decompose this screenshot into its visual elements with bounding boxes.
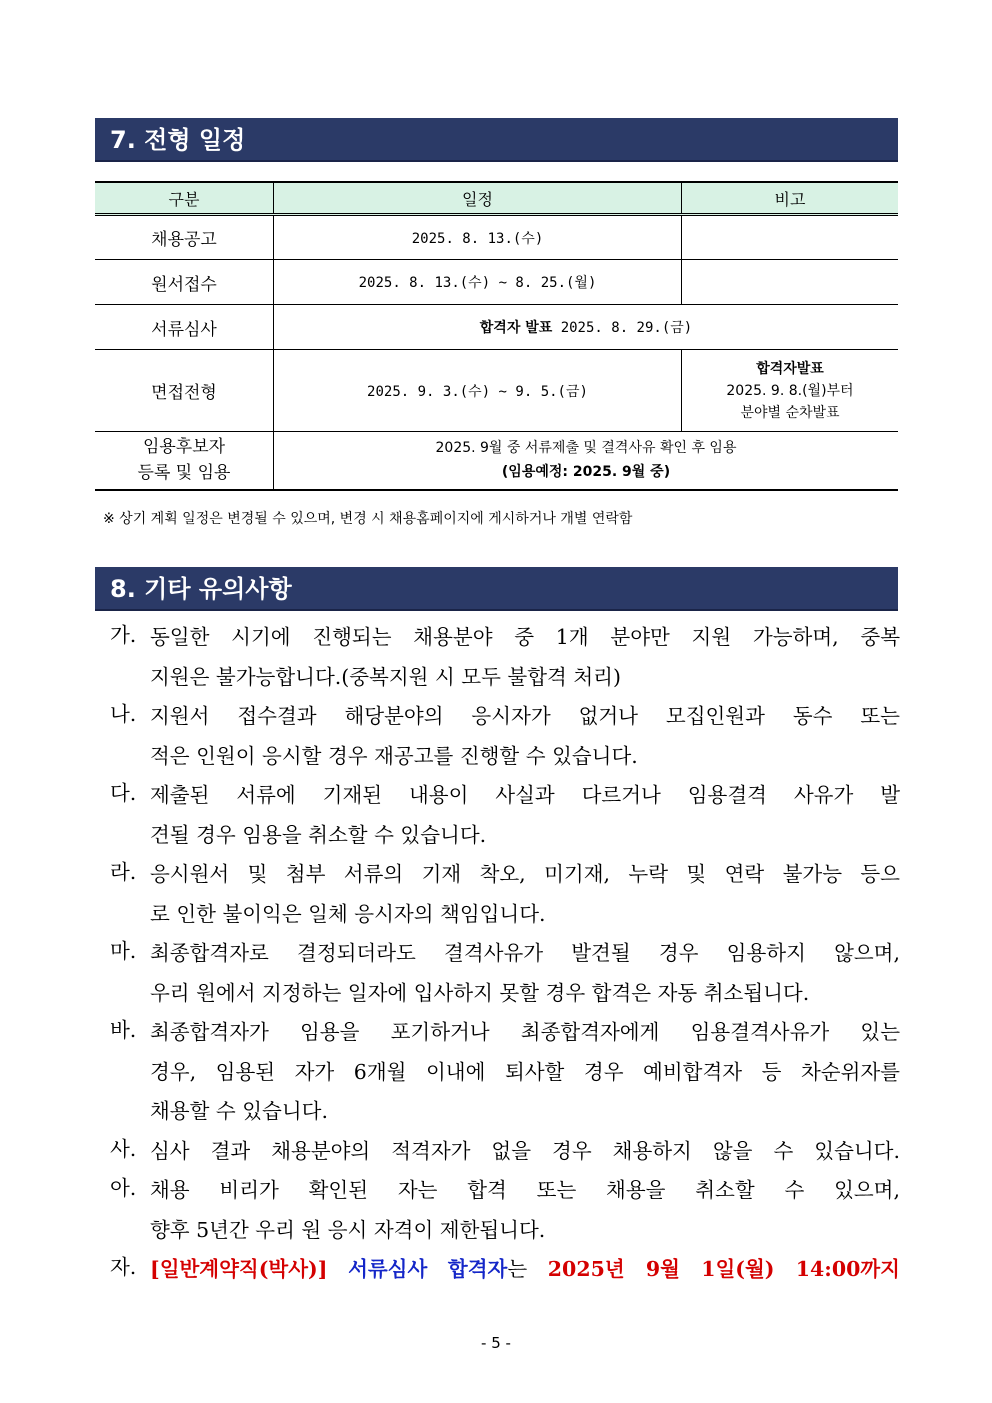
list-item xyxy=(110,776,900,855)
row-schedule: 2025. 8. 13.(수) ~ 8. 25.(월) xyxy=(274,260,682,305)
item-mark: 자. xyxy=(110,1255,137,1279)
section-7-title: 7. 전형 일정 xyxy=(110,126,246,154)
item-mark: 가. xyxy=(110,623,137,647)
item-line: 향후 5년간 우리 원 응시 자격이 제한됩니다. xyxy=(150,1217,546,1242)
list-item xyxy=(110,855,900,934)
table-row xyxy=(95,350,898,432)
row-category: 원서접수 xyxy=(95,260,274,305)
highlight-passers: 합격자 xyxy=(447,1257,508,1281)
item-line: 응시원서 및 첨부 서류의 기재 착오, 미기재, 누락 및 연락 불가능 등으 xyxy=(150,862,900,886)
list-item xyxy=(110,1171,900,1250)
row-schedule-merged xyxy=(274,305,899,350)
item-line: 우리 원에서 지정하는 일자에 입사하지 못할 경우 합격은 자동 취소됩니다. xyxy=(150,980,810,1005)
footnote: ※ 상기 계획 일정은 변경될 수 있으며, 변경 시 채용홈페이지에 게시하거나 개별 연락함 xyxy=(103,511,633,527)
row-category: 채용공고 xyxy=(95,215,274,260)
header-note: 비고 xyxy=(682,182,899,215)
item-line: 심사 결과 채용분야의 적격자가 없을 경우 채용하지 않을 수 있습니다. xyxy=(150,1138,900,1163)
notes-list xyxy=(110,618,900,1290)
item-line: 채용 비리가 확인된 자는 합격 또는 채용을 취소할 수 있으며, xyxy=(150,1178,900,1202)
item-mark: 마. xyxy=(110,939,137,963)
category-line: 등록 및 임용 xyxy=(137,463,231,484)
item-line: 경우, 임용된 자가 6개월 이내에 퇴사할 경우 예비합격자 등 차순위자를 xyxy=(150,1059,900,1084)
highlight-document-review: 서류심사 xyxy=(348,1257,428,1281)
schedule-line: (임용예정: 2025. 9월 중) xyxy=(501,464,671,481)
row-category: 면접전형 xyxy=(95,350,274,432)
section-7-header xyxy=(95,118,898,162)
result-announcement-date: 2025. 8. 29.(금) xyxy=(552,320,693,336)
note-line: 2025. 9. 8.(월)부터 xyxy=(726,382,854,399)
list-item xyxy=(110,934,900,1013)
list-item xyxy=(110,1013,900,1132)
item-mark: 나. xyxy=(110,702,137,726)
item-mark: 사. xyxy=(110,1136,137,1161)
table-header-row xyxy=(95,182,898,215)
schedule-table xyxy=(95,181,898,491)
highlight-deadline: 2025년 9월 1일(월) 14:00까지 xyxy=(547,1257,900,1281)
list-item xyxy=(110,1250,900,1290)
item-line: 견될 경우 임용을 취소할 수 있습니다. xyxy=(150,822,487,847)
item-line: 로 인한 불이익은 일체 응시자의 책임입니다. xyxy=(150,901,546,926)
row-category xyxy=(95,432,274,490)
row-schedule: 2025. 8. 13.(수) xyxy=(274,215,682,260)
table-row xyxy=(95,215,898,260)
table-row xyxy=(95,305,898,350)
table-row xyxy=(95,432,898,490)
row-note xyxy=(682,260,899,305)
table-row xyxy=(95,260,898,305)
category-line: 임용후보자 xyxy=(142,437,226,458)
item-line: 채용할 수 있습니다. xyxy=(150,1099,328,1123)
row-note xyxy=(682,350,899,432)
highlight-job-type: [일반계약직(박사)] xyxy=(150,1257,328,1281)
item-line: 제출된 서류에 기재된 내용이 사실과 다르거나 임용결격 사유가 발 xyxy=(150,783,900,807)
header-schedule: 일정 xyxy=(274,182,682,215)
row-note xyxy=(682,215,899,260)
page-number: - 5 - xyxy=(481,1334,511,1352)
list-item xyxy=(110,1132,900,1172)
row-schedule: 2025. 9. 3.(수) ~ 9. 5.(금) xyxy=(274,350,682,432)
item-line: 최종합격자가 임용을 포기하거나 최종합격자에게 임용결격사유가 있는 xyxy=(150,1020,900,1044)
section-8-header xyxy=(95,567,898,611)
item-line xyxy=(150,1250,900,1290)
list-item xyxy=(110,697,900,776)
item-mark: 다. xyxy=(110,781,137,805)
note-line: 분야별 순차발표 xyxy=(740,404,840,421)
schedule-line: 2025. 9월 중 서류제출 및 결격사유 확인 후 임용 xyxy=(435,440,737,457)
item-mark: 바. xyxy=(110,1018,137,1042)
row-schedule-merged xyxy=(274,432,899,490)
header-category: 구분 xyxy=(95,182,274,215)
item-line: 지원은 불가능합니다.(중복지원 시 모두 불합격 처리) xyxy=(150,664,621,689)
item-mark: 아. xyxy=(110,1176,137,1200)
item-line: 최종합격자로 결정되더라도 결격사유가 발견될 경우 임용하지 않으며, xyxy=(150,941,900,965)
item-line: 지원서 접수결과 해당분야의 응시자가 없거나 모집인원과 동수 또는 xyxy=(150,704,900,728)
result-announcement-label: 합격자 발표 xyxy=(479,320,553,336)
list-item xyxy=(110,618,900,697)
item-line: 적은 인원이 응시할 경우 재공고를 진행할 수 있습니다. xyxy=(150,743,638,768)
row-category: 서류심사 xyxy=(95,305,274,350)
note-line: 합격자발표 xyxy=(756,360,824,377)
item-text: 는 xyxy=(507,1257,528,1281)
item-mark: 라. xyxy=(110,860,137,884)
section-8-title: 8. 기타 유의사항 xyxy=(110,575,292,603)
item-line: 동일한 시기에 진행되는 채용분야 중 1개 분야만 지원 가능하며, 중복 xyxy=(150,625,900,649)
